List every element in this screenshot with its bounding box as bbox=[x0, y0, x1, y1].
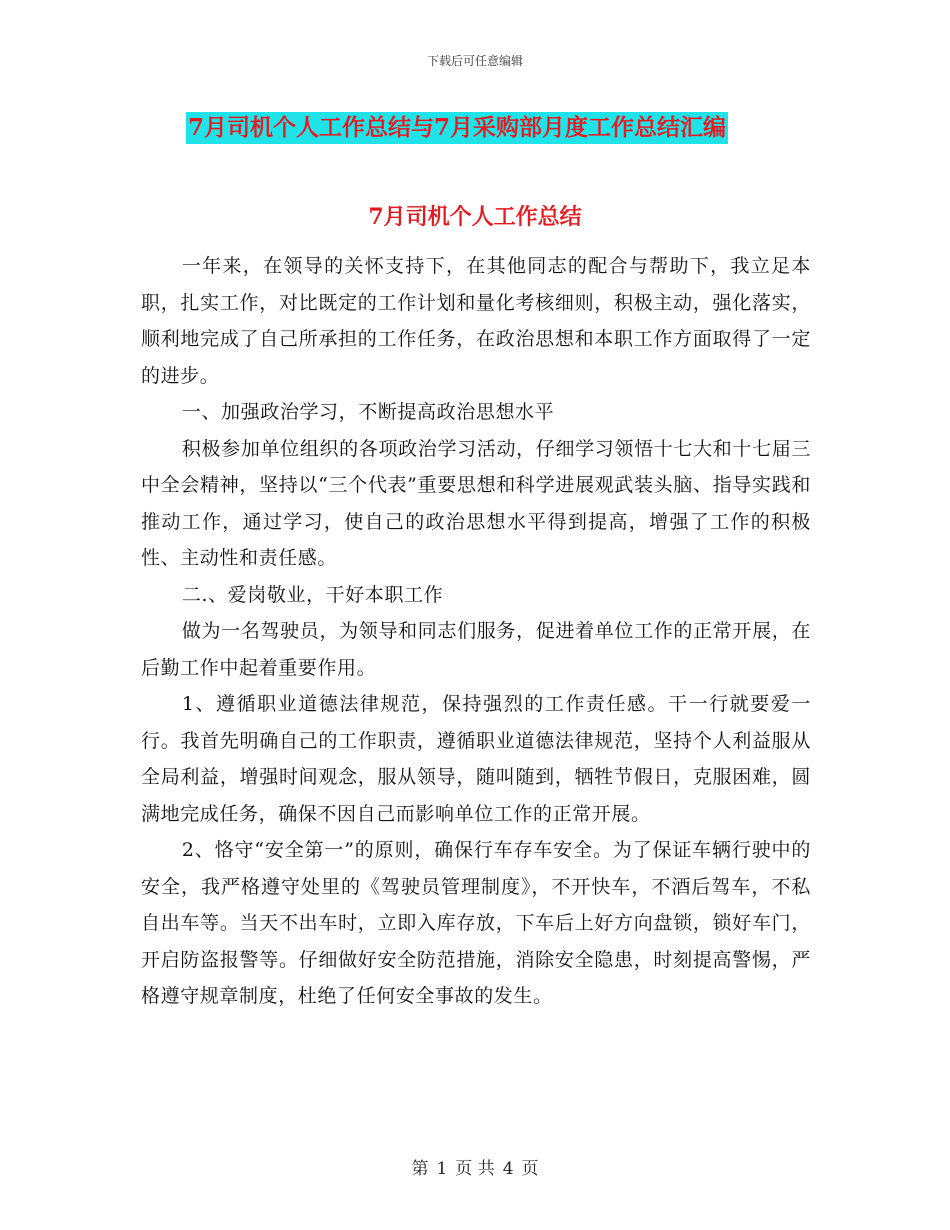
paragraph-intro: 一年来，在领导的关怀支持下，在其他同志的配合与帮助下，我立足本职，扎实工作，对比既定的工作计划和量化考核细则，积极主动，强化落实，顺利地完成了自己所承担的工作任务，在政治思想和本职工作方面取得了一定的进步。 bbox=[141, 255, 811, 387]
heading-dedication: 二.、爱岗敬业，干好本职工作 bbox=[181, 583, 444, 606]
footer-page-number: 1 bbox=[436, 1159, 448, 1179]
heading-political-study: 一、加强政治学习，不断提高政治思想水平 bbox=[181, 401, 555, 423]
footer-prefix: 第 bbox=[411, 1159, 429, 1179]
footer-total-pages: 4 bbox=[502, 1159, 514, 1179]
paragraph-political-study: 积极参加单位组织的各项政治学习活动，仔细学习领悟十七大和十七届三中全会精神，坚持以“三个代表”重要思想和科学进展观武装头脑、指导实践和推动工作，通过学习，使自己的政治思想水平得到提高，增强了工作的积极性、主动性和责任感。 bbox=[141, 437, 811, 569]
footer-suffix: 页 bbox=[521, 1159, 539, 1179]
paragraph-item-2: 2、恪守“安全第一”的原则，确保行车存车安全。为了保证车辆行驶中的安全，我严格遵守处里的《驾驶员管理制度》，不开快车，不酒后驾车，不私自出车等。当天不出车时，立即入库存放，下车后上好方向盘锁，锁好车门，开启防盗报警等。仔细做好安全防范措施，消除安全隐患，时刻提高警惕，严格遵守规章制度，杜绝了任何安全事故的发生。 bbox=[141, 839, 811, 1007]
document-body bbox=[141, 248, 811, 1015]
section-title: 7月司机个人工作总结 bbox=[368, 204, 582, 230]
footer-mid: 页 共 bbox=[455, 1159, 495, 1179]
paragraph-item-1: 1、遵循职业道德法律规范，保持强烈的工作责任感。干一行就要爱一行。我首先明确自己的工作职责，遵循职业道德法律规范，坚持个人利益服从全局利益，增强时间观念，服从领导，随叫随到，牺牲节假日，克服困难，圆满地完成任务，确保不因自己而影响单位工作的正常开展。 bbox=[141, 693, 811, 825]
paragraph-driver-role: 做为一名驾驶员，为领导和同志们服务，促进着单位工作的正常开展，在后勤工作中起着重要作用。 bbox=[141, 620, 811, 679]
page-footer bbox=[0, 1154, 950, 1179]
header-note: 下载后可任意编辑 bbox=[426, 54, 523, 68]
document-title: 7月司机个人工作总结与7月采购部月度工作总结汇编 bbox=[186, 112, 728, 144]
